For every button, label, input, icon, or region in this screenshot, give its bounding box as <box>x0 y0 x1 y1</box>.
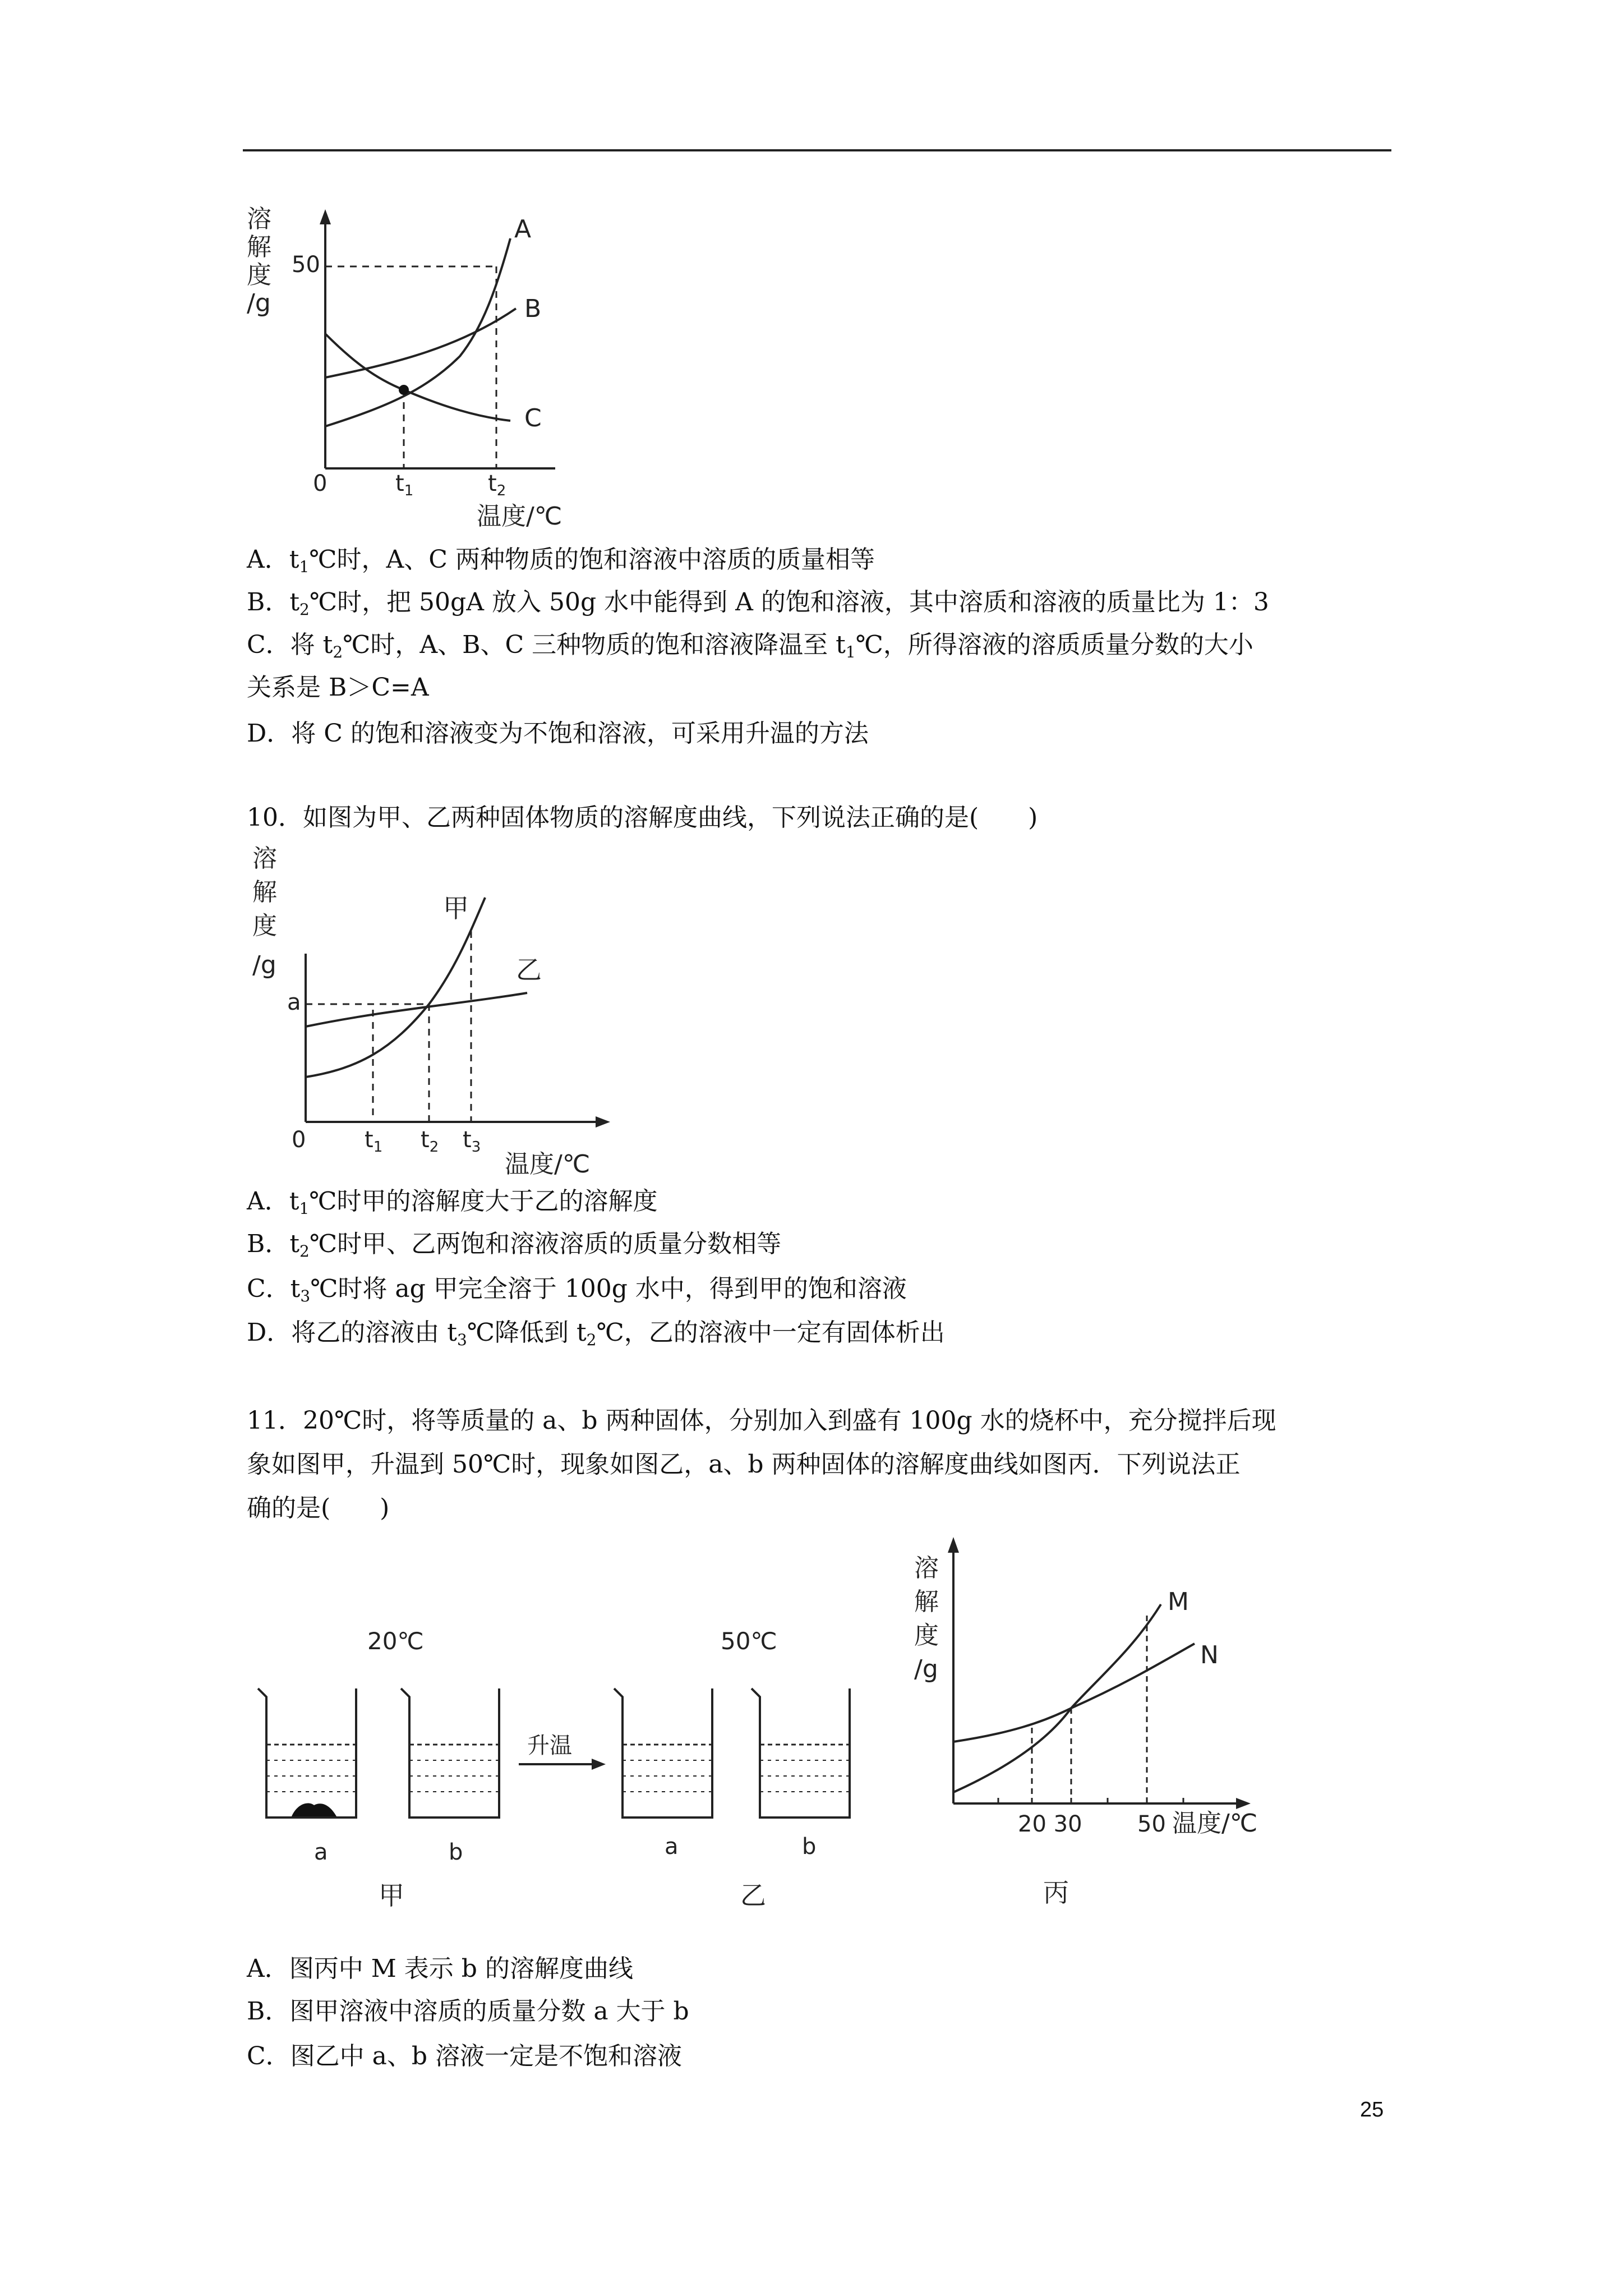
x-ticks-20-30: 20 30 <box>1018 1811 1082 1837</box>
curve-label-B: B <box>524 295 542 323</box>
curve-label-yi: 乙 <box>516 955 542 985</box>
page-number: 25 <box>1360 2098 1384 2122</box>
curve-N <box>953 1644 1195 1742</box>
y-axis-label-3: 度 <box>914 1621 939 1650</box>
beaker-label-a2: a <box>665 1834 679 1860</box>
q10-option-b: B．$t_2℃$时甲、乙两饱和溶液溶质的质量分数相等 <box>247 1230 782 1260</box>
panel-label-bing: 丙 <box>1043 1878 1069 1908</box>
q10-stem: 10．如图为甲、乙两种固体物质的溶解度曲线，下列说法正确的是( ) <box>247 803 1038 832</box>
x-tick-t1: $t_1$ <box>365 1127 383 1156</box>
q11-option-c: C．图乙中 a、b 溶液一定是不饱和溶液 <box>247 2042 683 2070</box>
curve-B <box>325 309 516 378</box>
q11-stem-3: 确的是( ) <box>247 1494 390 1522</box>
x-tick-t2: $t_2$ <box>488 471 506 499</box>
curve-M <box>953 1604 1161 1792</box>
origin-label: 0 <box>292 1127 306 1153</box>
y-axis-label-4: /g <box>914 1655 938 1683</box>
y-axis-label-4: /g <box>252 951 276 979</box>
y-axis-label-1: 溶 <box>914 1554 939 1582</box>
curve-label-M: M <box>1168 1588 1189 1616</box>
curve-C <box>325 334 510 421</box>
y-axis-label-1: 溶 <box>247 205 271 233</box>
curve-jia <box>306 898 485 1077</box>
curve-label-jia: 甲 <box>443 893 469 923</box>
q10-solubility-figure <box>247 841 639 1184</box>
x-tick-t2: $t_2$ <box>421 1127 439 1156</box>
beaker-a-20 <box>258 1688 356 1818</box>
undissolved-solid <box>292 1803 336 1816</box>
x-axis-label: 温度/℃ <box>477 502 562 531</box>
q9-option-c: C．将 $t_2℃$时，A、B、C 三种物质的饱和溶液降温至 $t_1℃$，所得溶液的溶质质量分数的大小 <box>247 631 1253 661</box>
beaker-a-50 <box>614 1688 712 1818</box>
q9-option-b: B．$t_2℃$时，把 50gA 放入 50g 水中能得到 A 的饱和溶液，其中溶质和溶液的质量比为 1：3 <box>247 588 1269 619</box>
panel-label-yi: 乙 <box>740 1880 766 1911</box>
curve-label-C: C <box>524 404 542 432</box>
y-tick-50: 50 <box>292 252 320 278</box>
panel-label-jia: 甲 <box>379 1880 404 1911</box>
q9-option-d: D．将 C 的饱和溶液变为不饱和溶液，可采用升温的方法 <box>247 719 869 748</box>
beaker-label-b2: b <box>802 1834 817 1860</box>
q9-option-c-cont: 关系是 B＞C=A <box>247 673 429 702</box>
beaker-b-20 <box>401 1688 499 1818</box>
y-axis-arrow <box>320 209 331 224</box>
q11-option-a: A．图丙中 M 表示 b 的溶解度曲线 <box>247 1954 633 1983</box>
q9-solubility-figure <box>241 199 589 536</box>
q11-solubility-figure <box>909 1526 1273 1935</box>
y-axis-label-4: /g <box>247 289 271 318</box>
arrow-label: 升温 <box>527 1733 572 1759</box>
curve-yi <box>306 993 527 1027</box>
curve-label-A: A <box>514 215 532 243</box>
x-tick-t3: $t_3$ <box>463 1127 481 1156</box>
temp-label-50: 50℃ <box>721 1627 777 1655</box>
x-axis-arrow <box>1236 1798 1251 1809</box>
y-axis-label-3: 度 <box>252 912 277 940</box>
y-axis-label-3: 度 <box>247 261 271 289</box>
q9-option-a: A．$t_1℃$时，A、C 两种物质的饱和溶液中溶质的质量相等 <box>247 545 875 576</box>
beaker-b-50 <box>751 1688 850 1818</box>
y-axis-label-2: 解 <box>252 878 277 907</box>
q11-stem-2: 象如图甲，升温到 50℃时，现象如图乙，a、b 两种固体的溶解度曲线如图丙．下列说法正 <box>247 1450 1241 1479</box>
x-axis-arrow <box>596 1116 610 1128</box>
x-axis-label: 温度/℃ <box>505 1150 591 1179</box>
x-axis-label: 温度/℃ <box>1172 1809 1258 1838</box>
y-axis-label-1: 溶 <box>252 844 277 873</box>
curve-label-N: N <box>1200 1641 1219 1669</box>
origin-label: 0 <box>313 471 328 496</box>
q10-option-c: C．$t_3℃$时将 ag 甲完全溶于 100g 水中，得到甲的饱和溶液 <box>247 1274 907 1305</box>
y-tick-a: a <box>287 990 301 1015</box>
x-tick-t1: $t_1$ <box>395 471 414 499</box>
q10-option-a: A．$t_1℃$时甲的溶解度大于乙的溶解度 <box>247 1187 658 1218</box>
intersection-point <box>399 385 409 395</box>
header-rule <box>243 149 1391 151</box>
x-tick-50: 50 <box>1137 1811 1166 1837</box>
y-axis-arrow <box>948 1537 959 1553</box>
q11-stem-1: 11．20℃时，将等质量的 a、b 两种固体，分别加入到盛有 100g 水的烧杯中，充分搅拌后现 <box>247 1406 1276 1435</box>
q10-option-d: D．将乙的溶液由 $t_3℃$降低到 $t_2℃$，乙的溶液中一定有固体析出 <box>247 1318 945 1349</box>
q11-option-b: B．图甲溶液中溶质的质量分数 a 大于 b <box>247 1997 689 2026</box>
beaker-label-b1: b <box>449 1839 463 1865</box>
y-axis-label-2: 解 <box>914 1588 939 1616</box>
y-axis-label-2: 解 <box>247 233 271 261</box>
q11-beakers-figure <box>247 1616 909 1918</box>
beaker-label-a1: a <box>314 1839 328 1865</box>
temp-label-20: 20℃ <box>367 1627 424 1655</box>
